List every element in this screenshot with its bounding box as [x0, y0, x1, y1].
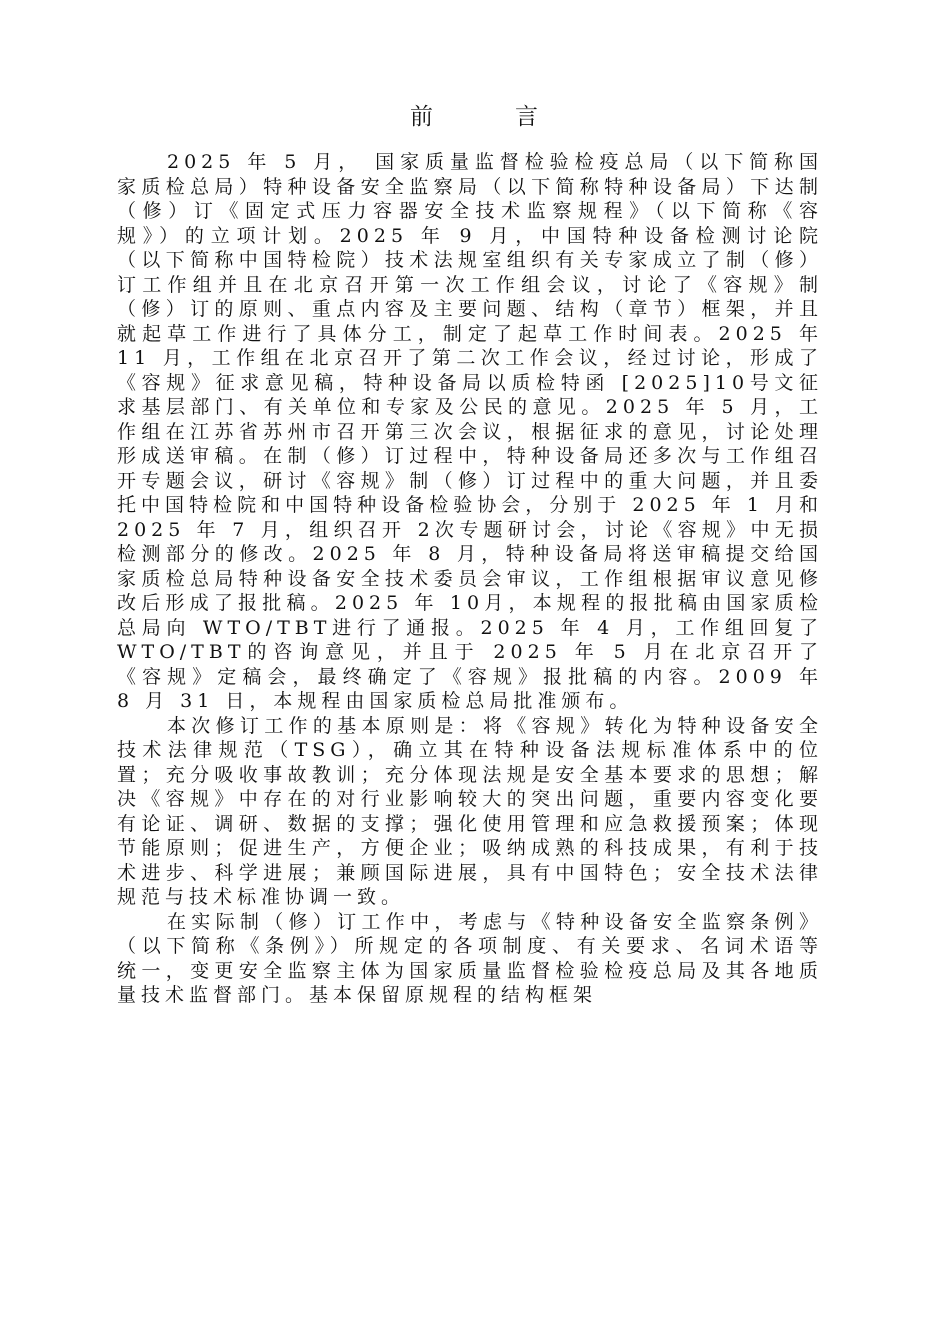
- page-title: [0, 98, 950, 131]
- paragraph-1: 2025 年 5 月， 国家质量监督检验检疫总局（以下简称国家质检总局）特种设备安全监察局（以下简称特种设备局）下达制（修）订《固定式压力容器安全技术监察规程》（以下简称《容规》）的立项计划。2025 年 9 月，中国特种设备检测讨论院（以下简称中国特检院）技术法规室组织有关专家成立了制（修）订工作组并且在北京召开第一次工作组会议，讨论了《容规》制（修）订的原则、重点内容及主要问题、结构（章节）框架，并且就起草工作进行了具体分工，制定了起草工作时间表。2025 年 11 月，工作组在北京召开了第二次工作会议，经过讨论，形成了《容规》征求意见稿，特种设备局以质检特函 [2025]10号文征求基层部门、有关单位和专家及公民的意见。2025 年 5 月，工作组在江苏省苏州市召开第三次会议，根据征求的意见，讨论处理形成送审稿。在制（修）订过程中，特种设备局还多次与工作组召开专题会议，研讨《容规》制（修）订过程中的重大问题，并且委托中国特检院和中国特种设备检验协会，分别于 2025 年 1 月和 2025 年 7 月，组织召开 2次专题研讨会，讨论《容规》中无损检测部分的修改。2025 年 8 月，特种设备局将送审稿提交给国家质检总局特种设备安全技术委员会审议，工作组根据审议意见修改后形成了报批稿。2025 年 10月，本规程的报批稿由国家质检总局向 WTO/TBT进行了通报。2025 年 4 月，工作组回复了 WTO/TBT的咨询意见，并且于 2025 年 5 月在北京召开了《容规》定稿会，最终确定了《容规》报批稿的内容。2009 年 8 月 31 日，本规程由国家质检总局批准颁布。: [117, 151, 823, 712]
- title-char-1: 前: [410, 104, 435, 130]
- paragraph-2: 本次修订工作的基本原则是：将《容规》转化为特种设备安全技术法律规范（TSG），确立其在特种设备法规标准体系中的位置；充分吸收事故教训；充分体现法规是安全基本要求的思想；解决《容规》中存在的对行业影响较大的突出问题，重要内容变化要有论证、调研、数据的支撑；强化使用管理和应急救援预案；体现节能原则；促进生产，方便企业；吸纳成熟的科技成果，有利于技术进步、科学进展；兼顾国际进展，具有中国特色；安全技术法律规范与技术标准协调一致。: [117, 714, 823, 908]
- body-text: [117, 150, 823, 1008]
- title-char-2: 言: [515, 104, 540, 130]
- paragraph-3: 在实际制（修）订工作中，考虑与《特种设备安全监察条例》（以下简称《条例》）所规定的各项制度、有关要求、名词术语等统一，变更安全监察主体为国家质量监督检验检疫总局及其各地质量技术监督部门。基本保留原规程的结构框架: [117, 910, 823, 1006]
